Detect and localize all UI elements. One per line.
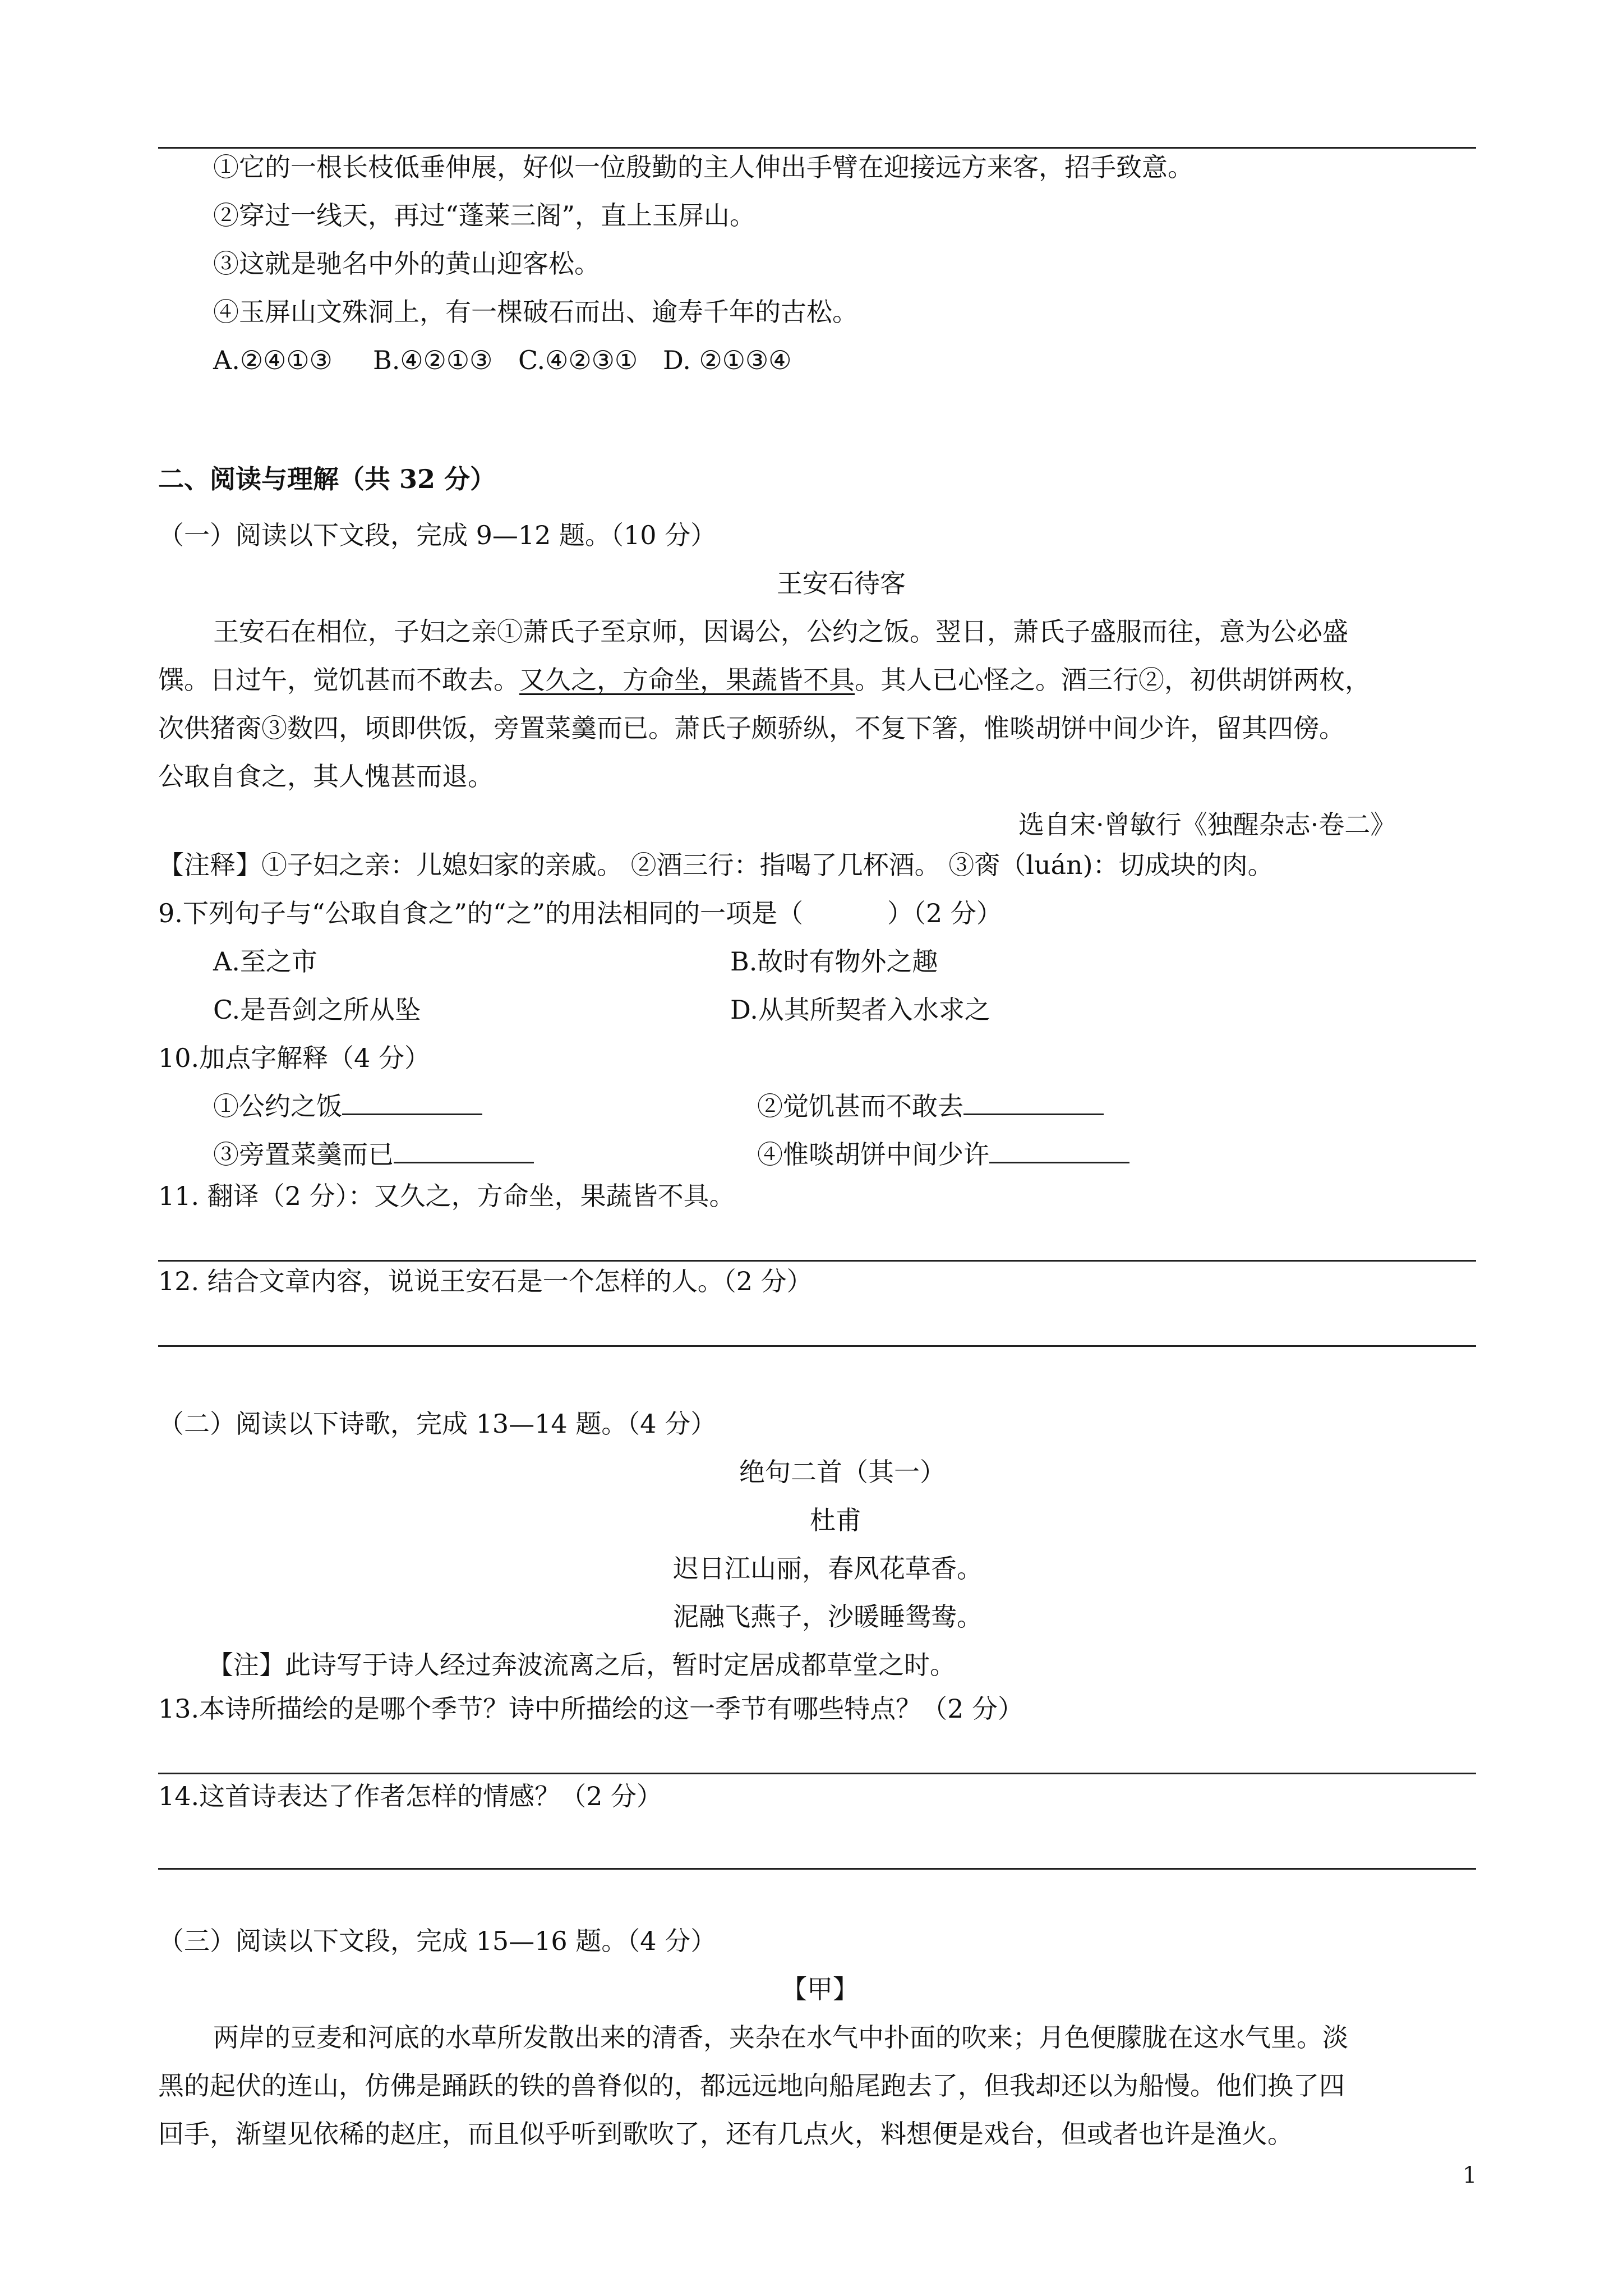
option-d: D. ②①③④ — [663, 345, 792, 375]
option-c: C.④②③① — [518, 345, 638, 375]
q10-item-4 — [757, 1139, 1129, 1170]
part3-line-1: 两岸的豆麦和河底的水草所发散出来的清香，夹杂在水气中扑面的吹来；月色便朦胧在这水气里。淡 — [213, 2022, 1348, 2053]
poem-line-2: 泥融飞燕子，沙暖睡鸳鸯。 — [673, 1602, 983, 1632]
q10-answer-blank-3[interactable] — [394, 1139, 534, 1163]
passage-line-3: 次供猪脔③数四，顷即供饭，旁置菜羹而已。萧氏子颇骄纵，不复下箸，惟啖胡饼中间少许，留其四傍。 — [158, 713, 1345, 743]
passage-line-2-a: 馔。日过午，觉饥甚而不敢去。 — [158, 665, 519, 695]
question-13: 13.本诗所描绘的是哪个季节？诗中所描绘的这一季节有哪些特点？（2 分） — [158, 1694, 1024, 1724]
q10-item-3 — [213, 1139, 534, 1170]
passage-source: 选自宋·曾敏行《独醒杂志·卷二》 — [1018, 809, 1396, 840]
poem-title: 绝句二首（其一） — [739, 1457, 946, 1487]
passage-notes: 【注释】①子妇之亲：儿媳妇家的亲戚。 ②酒三行：指喝了几杯酒。 ③脔（luán)：切成块的肉。 — [158, 850, 1274, 880]
passage-line-1: 王安石在相位，子妇之亲①萧氏子至京师，因谒公，公约之饭。翌日，萧氏子盛服而往，意为公必盛 — [213, 616, 1348, 647]
question-14: 14.这首诗表达了作者怎样的情感？（2 分） — [158, 1781, 663, 1811]
part3-line-3: 回手，渐望见依稀的赵庄，而且似乎听到歌吹了，还有几点火，料想便是戏台，但或者也许是渔火。 — [158, 2119, 1293, 2149]
section-heading: 二、阅读与理解（共 32 分） — [158, 464, 496, 494]
q9-option-b: B.故时有物外之趣 — [730, 946, 938, 977]
page-number: 1 — [1463, 2162, 1477, 2188]
q10-item-1-text: ①公约之饭 — [213, 1091, 342, 1121]
poem-line-1: 迟日江山丽，春风花草香。 — [673, 1553, 983, 1584]
question-9-stem-end: ）（2 分） — [887, 898, 1002, 928]
sentence-2: ②穿过一线天，再过“蓬莱三阁”，直上玉屏山。 — [213, 200, 756, 231]
passage-title: 王安石待客 — [777, 568, 906, 599]
q10-item-1 — [213, 1091, 482, 1122]
question-12: 12. 结合文章内容，说说王安石是一个怎样的人。（2 分） — [158, 1266, 813, 1296]
question-9 — [158, 898, 1002, 929]
sentence-1: ①它的一根长枝低垂伸展，好似一位殷勤的主人伸出手臂在迎接远方来客，招手致意。 — [213, 152, 1193, 182]
q10-item-2-text: ②觉饥甚而不敢去 — [757, 1091, 963, 1121]
q10-item-2 — [757, 1091, 1104, 1122]
sentence-4: ④玉屏山文殊洞上，有一棵破石而出、逾寿千年的古松。 — [213, 297, 858, 327]
q10-answer-blank-2[interactable] — [963, 1091, 1104, 1115]
q9-option-a: A.至之市 — [213, 946, 317, 977]
q11-answer-line[interactable] — [158, 1260, 1476, 1262]
part1-intro: （一）阅读以下文段，完成 9—12 题。（10 分） — [158, 520, 717, 550]
q10-answer-blank-1[interactable] — [342, 1091, 482, 1115]
q9-option-c: C.是吾剑之所从坠 — [213, 995, 421, 1025]
question-10: 10.加点字解释（4 分） — [158, 1043, 431, 1073]
q14-answer-line[interactable] — [158, 1868, 1476, 1870]
question-9-stem: 9.下列句子与“公取自食之”的“之”的用法相同的一项是（ — [158, 898, 803, 928]
question-11: 11. 翻译（2 分）：又久之，方命坐，果蔬皆不具。 — [158, 1181, 735, 1211]
passage-label-jia: 【甲】 — [781, 1974, 859, 2004]
poem-author: 杜甫 — [810, 1505, 861, 1535]
part2-intro: （二）阅读以下诗歌，完成 13—14 题。（4 分） — [158, 1409, 717, 1439]
part3-line-2: 黑的起伏的连山，仿佛是踊跃的铁的兽脊似的，都远远地向船尾跑去了，但我却还以为船慢。他们换了四 — [158, 2070, 1345, 2101]
option-b: B.④②①③ — [373, 345, 493, 375]
passage-line-4: 公取自食之，其人愧甚而退。 — [158, 761, 494, 792]
top-rule — [158, 147, 1476, 149]
passage-line-2 — [158, 664, 1371, 696]
option-a: A.②④①③ — [213, 345, 333, 375]
q10-item-3-text: ③旁置菜羹而已 — [213, 1139, 394, 1170]
passage-underlined-sentence: 又久之，方命坐，果蔬皆不具 — [519, 665, 855, 695]
q10-answer-blank-4[interactable] — [989, 1139, 1129, 1163]
sentence-3: ③这就是驰名中外的黄山迎客松。 — [213, 249, 600, 279]
q9-option-d: D.从其所契者入水求之 — [730, 995, 990, 1025]
q13-answer-line[interactable] — [158, 1773, 1476, 1774]
poem-note: 【注】此诗写于诗人经过奔波流离之后，暂时定居成都草堂之时。 — [208, 1650, 956, 1680]
q12-answer-line[interactable] — [158, 1345, 1476, 1347]
passage-line-2-b: 。其人已心怪之。酒三行②，初供胡饼两枚， — [855, 665, 1371, 695]
part3-intro: （三）阅读以下文段，完成 15—16 题。（4 分） — [158, 1926, 717, 1956]
q10-item-4-text: ④惟啖胡饼中间少许 — [757, 1139, 989, 1170]
